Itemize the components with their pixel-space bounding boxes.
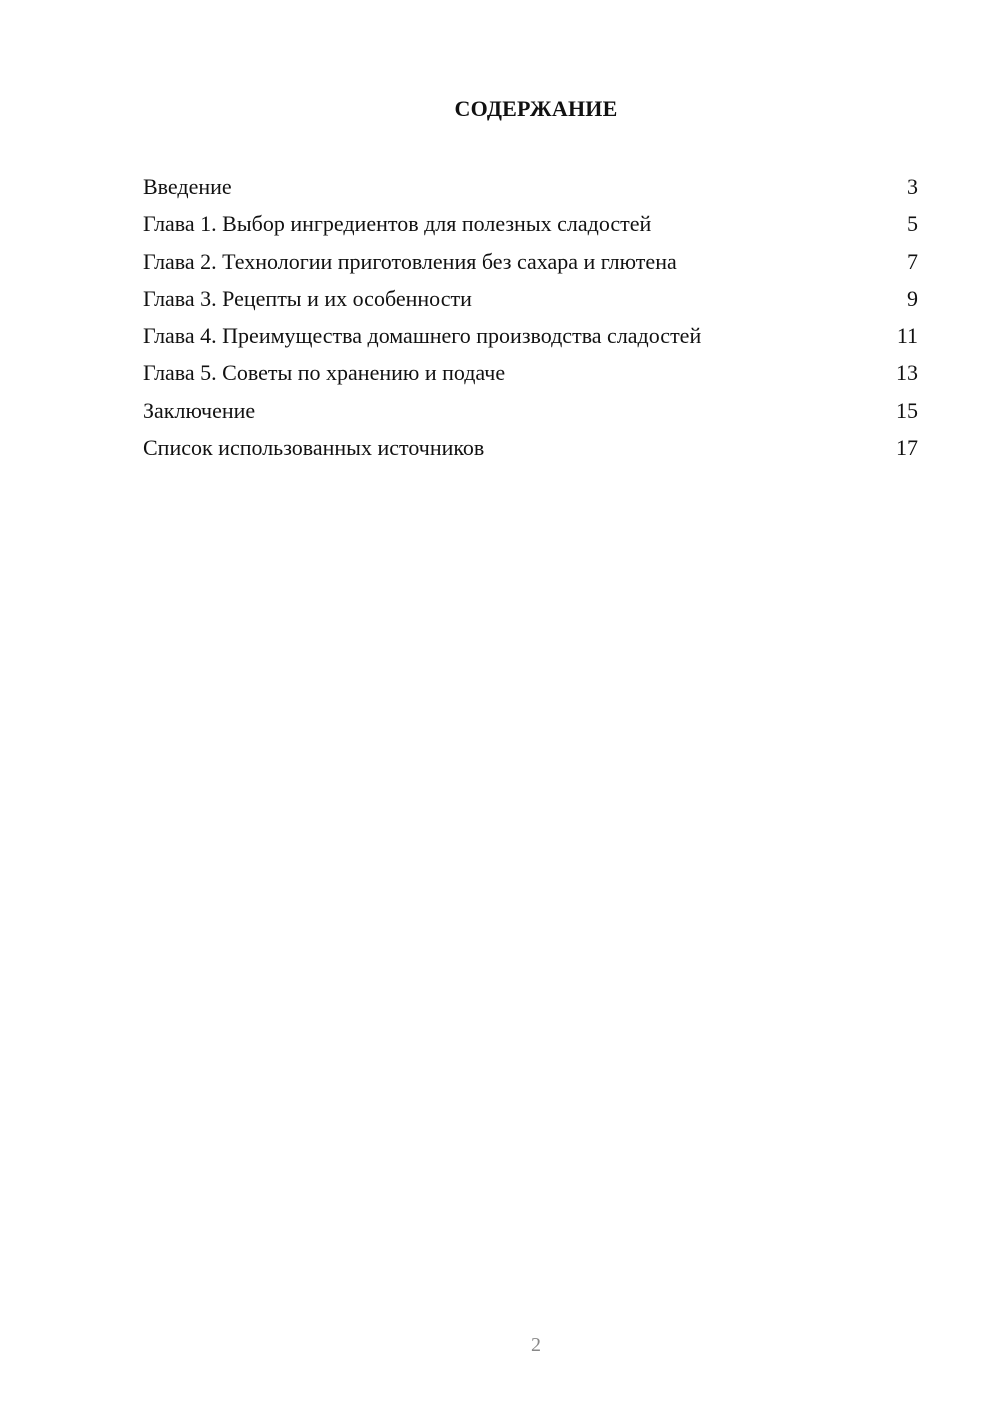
toc-entry[interactable] — [143, 354, 918, 391]
page-number: 2 — [531, 1334, 541, 1356]
toc-entry[interactable] — [143, 317, 918, 354]
toc-entry[interactable] — [143, 429, 918, 466]
toc-entry-title: Глава 1. Выбор ингредиентов для полезных сладостей — [143, 211, 652, 237]
toc-entry-title: Введение — [143, 174, 232, 199]
toc-entry[interactable] — [143, 392, 918, 429]
toc-entry-title: Список использованных источников — [143, 435, 485, 461]
toc-entry-title: Заключение — [143, 397, 256, 423]
toc-entry-page: 5 — [907, 211, 918, 237]
toc-entry-title: Глава 5. Советы по хранению и подаче — [143, 360, 506, 386]
toc-entry-page: 11 — [896, 323, 918, 349]
toc-entry-page: 15 — [896, 397, 918, 423]
toc-entry[interactable] — [143, 243, 918, 280]
toc-entry-page: 13 — [896, 360, 918, 386]
page-title: СОДЕРЖАНИЕ — [454, 96, 618, 121]
toc-entry-title: Глава 3. Рецепты и их особенности — [143, 285, 472, 311]
toc-entry-page: 9 — [907, 285, 918, 311]
toc-entry-title: Глава 2. Технологии приготовления без сахара и глютена — [143, 248, 677, 274]
table-of-contents — [143, 168, 918, 466]
toc-entry[interactable] — [143, 280, 918, 317]
toc-entry-page: 7 — [907, 248, 918, 274]
toc-entry[interactable] — [143, 205, 918, 242]
toc-entry[interactable] — [143, 168, 918, 205]
toc-entry-page: 3 — [907, 174, 918, 199]
toc-entry-title: Глава 4. Преимущества домашнего производства сладостей — [143, 323, 702, 349]
toc-entry-page: 17 — [896, 435, 918, 461]
